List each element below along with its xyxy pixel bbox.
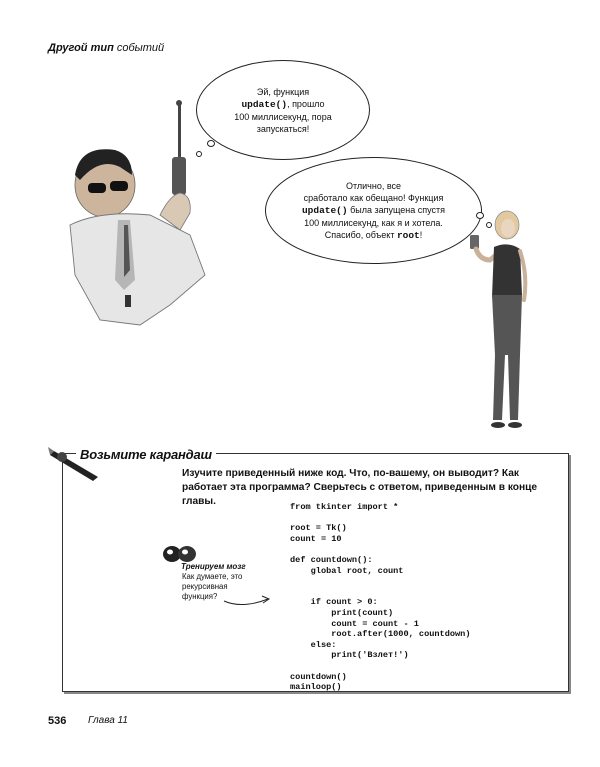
sharpen-title: Возьмите карандаш	[76, 447, 216, 462]
bubble1-line2-suffix: , прошло	[287, 98, 325, 109]
code-line: countdown()	[290, 671, 347, 682]
thought-bubble-woman	[265, 157, 482, 264]
code-line: if count > 0:	[290, 597, 378, 608]
bubble2-line5-prefix: Спасибо, объект	[324, 229, 397, 240]
code-line: else:	[290, 639, 337, 650]
code-line: from tkinter import *	[290, 502, 399, 512]
running-head	[48, 42, 164, 54]
bubble1-code: update()	[241, 98, 288, 110]
bubble2-code2: root	[396, 229, 420, 241]
bubble2-dot-large	[476, 212, 484, 219]
code-line: count = count - 1	[290, 618, 419, 629]
bubble2-line2: сработало как обещано! Функция	[303, 192, 444, 203]
man-with-remote-illustration	[40, 95, 220, 335]
bubble1-line4: запускаться!	[256, 123, 310, 134]
bubble2-dot-small	[486, 222, 492, 228]
bubble2-line1: Отлично, все	[345, 180, 402, 191]
brain-line1: Как думаете, это	[182, 572, 243, 581]
code-line: print(count)	[290, 607, 394, 618]
page-number: 536	[48, 715, 67, 727]
exercise-instructions: Изучите приведенный ниже код. Что, по-вашему, он выводит? Как работает эта программа? Сверьтесь с ответом, приведенным в конце главы.	[182, 468, 538, 507]
code-line: print('Взлет!')	[290, 650, 409, 661]
running-head-bold: Другой тип	[48, 42, 114, 54]
code-line: mainloop()	[290, 682, 342, 693]
bubble2-line5	[302, 229, 445, 242]
bubble2-line3	[302, 204, 445, 217]
bubble2-line3-suffix: была запущена спустя	[347, 204, 446, 215]
code-line: def countdown():	[290, 554, 373, 565]
code-line: root.after(1000, countdown)	[290, 629, 471, 640]
bubble1-dot-large	[207, 140, 215, 147]
brain-line3: функция?	[182, 592, 218, 601]
bubble1-line1: Эй, функция	[256, 86, 310, 97]
bubble1-line3: 100 миллисекунд, пора	[234, 111, 332, 122]
code-line: root = Tk()	[290, 523, 347, 534]
bubble1-line2	[234, 98, 331, 111]
bubble1-dot-small	[196, 151, 202, 157]
brain-icon	[162, 544, 198, 564]
bubble2-line5-suffix: !	[419, 229, 423, 240]
code-line: global root, count	[290, 565, 404, 576]
brain-title: Тренируем мозг	[181, 562, 246, 571]
arrow-icon	[222, 593, 274, 609]
running-head-rest: событий	[113, 42, 165, 54]
thought-bubble-man	[196, 60, 370, 160]
code-listing	[290, 502, 471, 693]
code-line: count = 10	[290, 533, 342, 544]
brain-line2: рекурсивная	[182, 582, 228, 591]
chapter-label: Глава 11	[88, 715, 128, 726]
bubble2-code: update()	[301, 204, 348, 216]
bubble2-line4: 100 миллисекунд, как я и хотела.	[304, 217, 443, 228]
woman-with-device-illustration	[462, 205, 542, 440]
